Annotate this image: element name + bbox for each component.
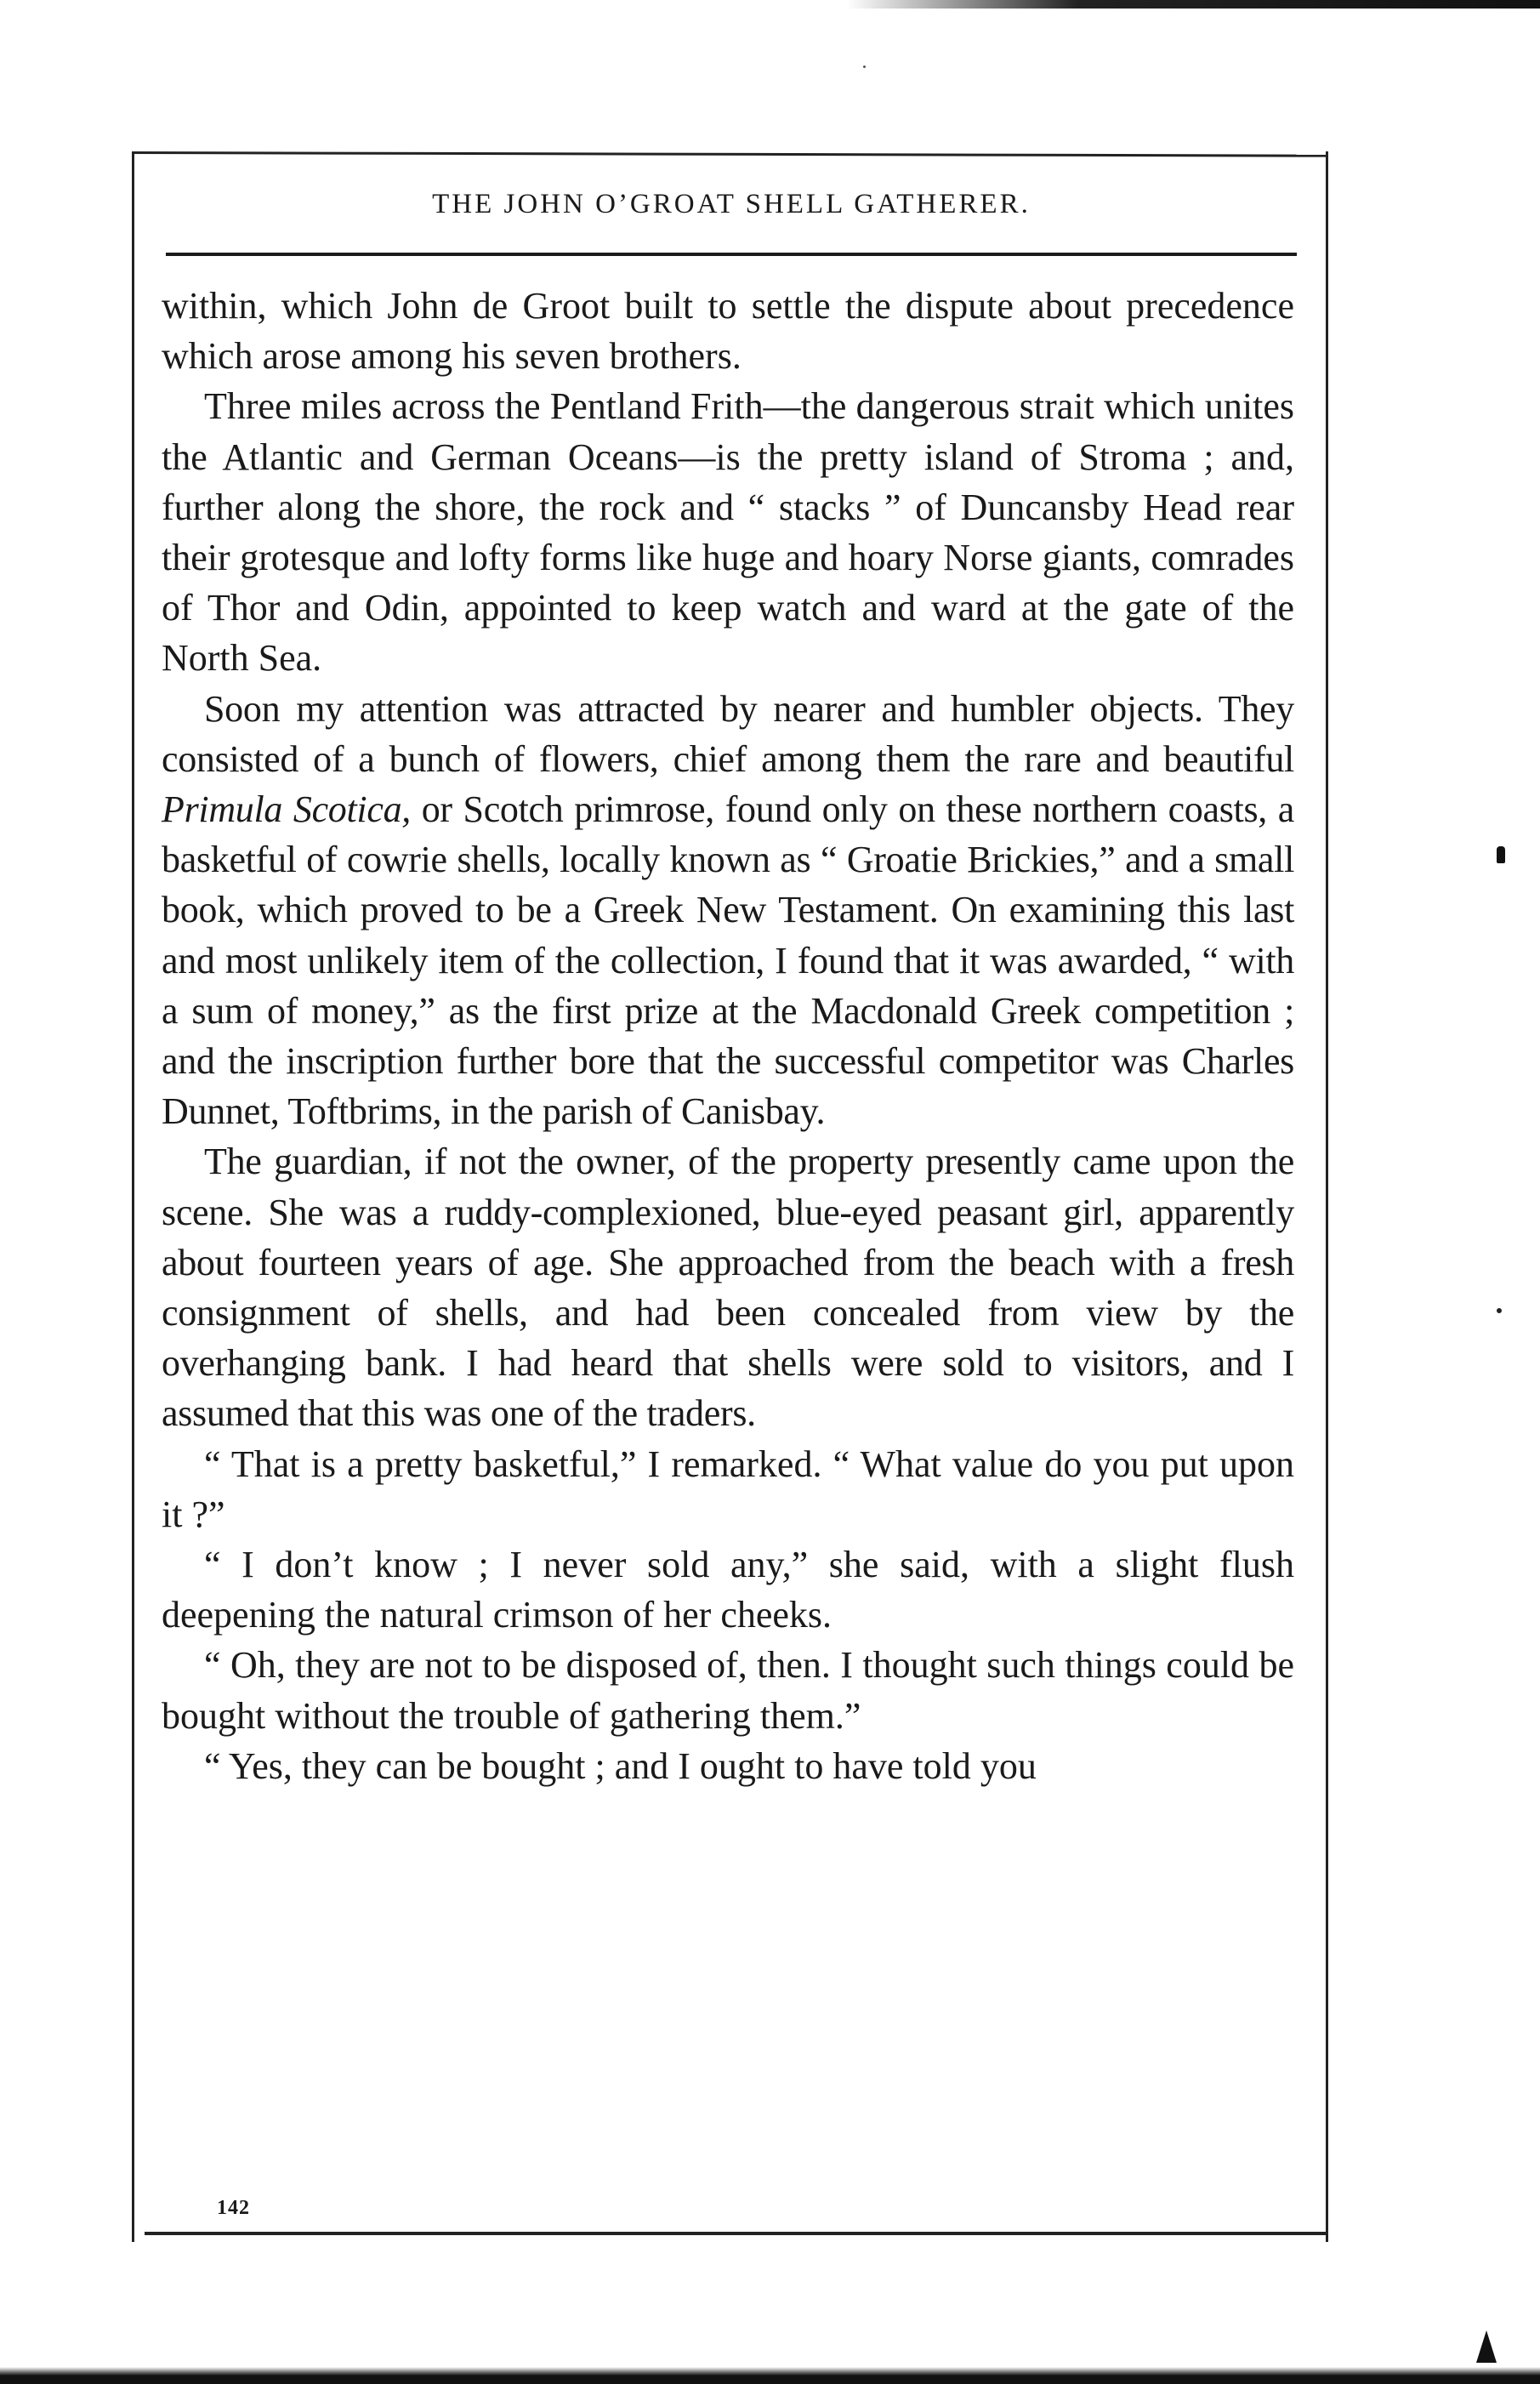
frame-bottom-rule [145, 2232, 1327, 2235]
paragraph: “ I don’t know ; I never sold any,” she said, with a slight flush deepening the natural crimson of her cheeks. [162, 1544, 1294, 1636]
head-rule [166, 253, 1297, 256]
scan-edge-bottom [0, 2363, 1540, 2384]
paragraph-text: Soon my attention was attracted by nearer and humbler objects. They consisted of a bunch of flowers, chief among them the rare and beautiful [162, 687, 1294, 780]
scan-speck [1497, 1308, 1502, 1313]
paragraph: “ Oh, they are not to be disposed of, then. I thought such things could be bought without the trouble of gathering them.” [162, 1644, 1294, 1737]
body-text [162, 281, 1294, 1791]
paragraph [162, 684, 1294, 1137]
scan-speck [1497, 846, 1505, 863]
scan-edge-top [0, 0, 1540, 9]
paragraph: “ Yes, they can be bought ; and I ought to have told you [204, 1744, 1037, 1787]
running-head: THE JOHN O’GROAT SHELL GATHERER. [432, 189, 1031, 219]
scan-corner-mark [1476, 2330, 1497, 2363]
paragraph: “ That is a pretty basketful,” I remarked. “ What value do you put upon it ?” [162, 1442, 1294, 1535]
paragraph: within, which John de Groot built to settle the dispute about precedence which arose among his seven brothers. [162, 285, 1294, 378]
page-number: 142 [217, 2197, 250, 2219]
paragraph: The guardian, if not the owner, of the property presently came upon the scene. She was a ruddy-complexioned, blue-eyed peasant girl, apparently about fourteen years of age. She approached from the beach with a fresh consignment of shells, and had been concealed from view by the overhanging bank. I had heard that shells were sold to visitors, and I assumed that this was one of the traders. [162, 1141, 1294, 1435]
italic-species-name: Primula Scotica, [162, 788, 411, 831]
scan-speck [863, 65, 866, 68]
paragraph: Three miles across the Pentland Frith—the dangerous strait which unites the Atlantic and German Oceans—is the pretty island of Stroma ; and, further along the shore, the rock and “ stacks ” of Duncansby Head rear their grotesque and lofty forms like huge and hoary Norse giants, comrades of Thor and Odin, appointed to keep watch and ward at the gate of the North Sea. [162, 385, 1294, 680]
paragraph-text: or Scotch primrose, found only on these northern coasts, a basketful of cowrie shells, locally known as “ Groatie Brickies,” and a small book, which proved to be a Greek New Testament. On examining this last and most unlikely item of the collection, I found that it was awarded, “ with a sum of money,” as the first prize at the Macdonald Greek competition ; and the inscription further bore that the successful competitor was Charles Dunnet, Toftbrims, in the parish of Canisbay. [162, 788, 1294, 1133]
